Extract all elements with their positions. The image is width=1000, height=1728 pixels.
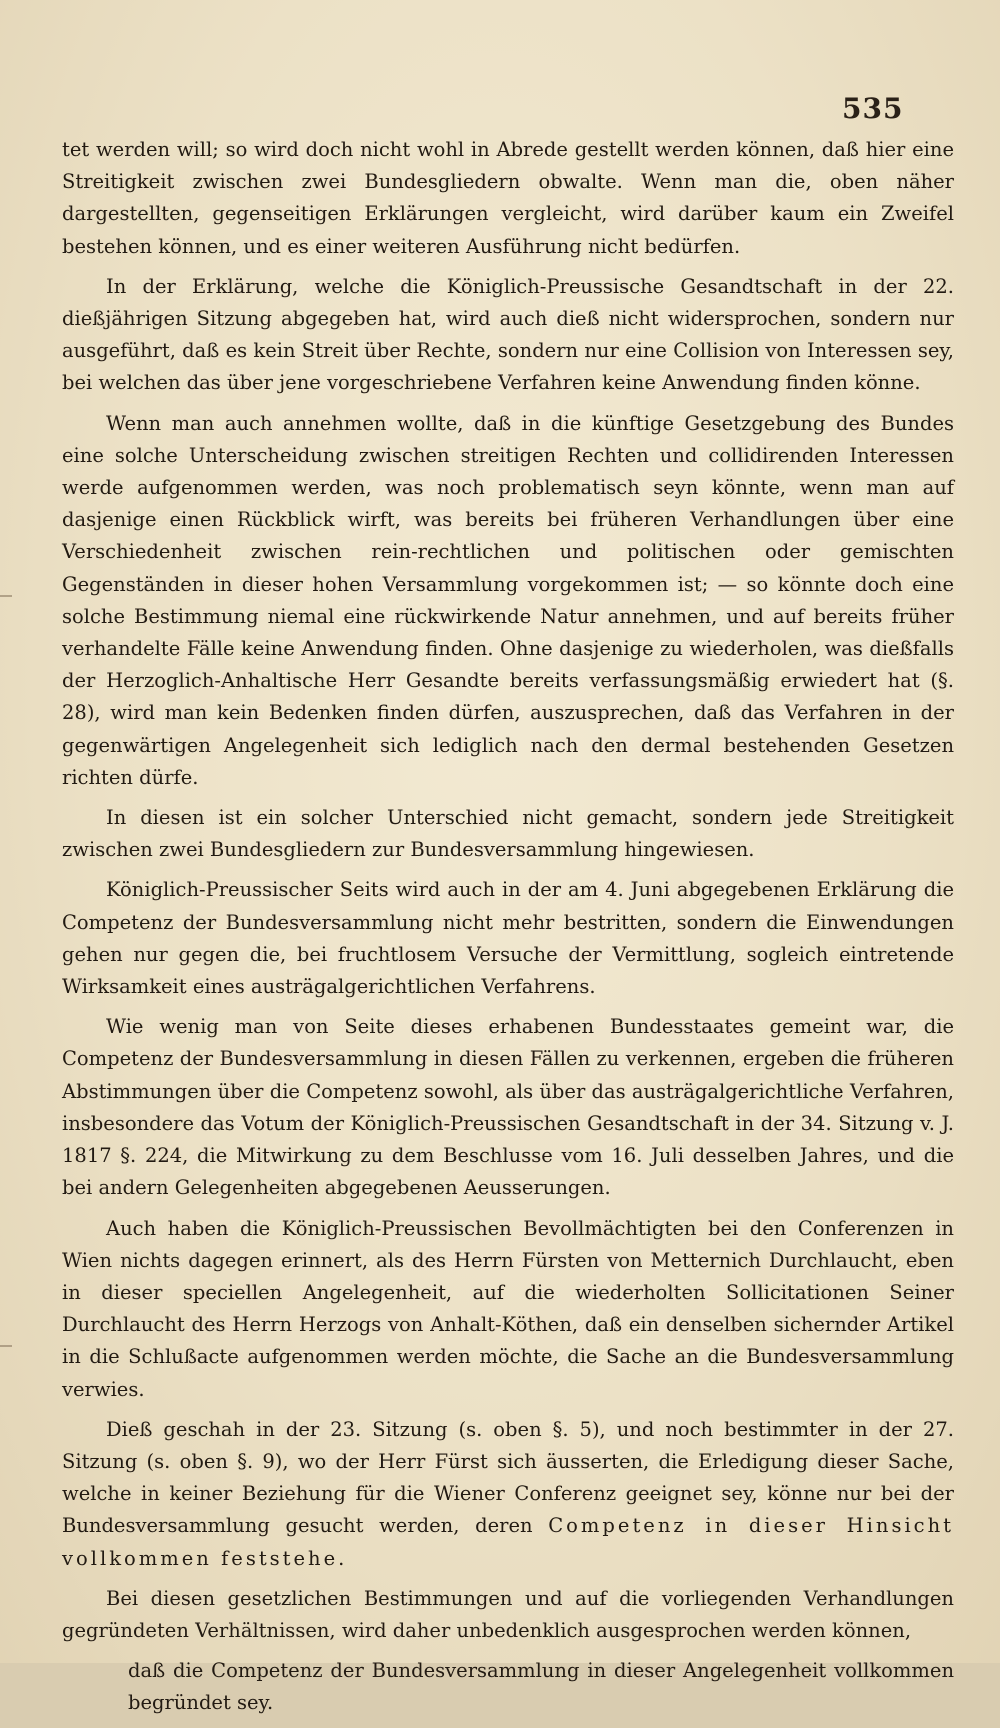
paragraph-5: Königlich-Preussischer Seits wird auch in der am 4. Juni abgegebenen Erklärung die Competenz der Bundesversammlung nicht mehr bestritten, sondern die Einwendungen gehen nur gegen die, bei fruchtlosem Versuche der Vermittlung, sogleich eintretende Wirksamkeit eines austrägalgerichtlichen Verfahrens. xyxy=(62,878,954,999)
body-text xyxy=(62,134,954,1728)
paragraph-8-text: Dieß geschah in der 23. Sitzung (s. oben §. 5), und noch bestimmter in der 27. Sitzung (s. oben §. 9), wo der Herr Fürst sich äusserten, die Erledigung dieser Sache, welche in keiner Beziehung für die Wiener Conferenz geeignet sey, könne nur bei der Bundesversammlung gesucht werden, deren xyxy=(62,1417,954,1538)
margin-mark xyxy=(0,1345,12,1347)
paragraph-7: Auch haben die Königlich-Preussischen Bevollmächtigten bei den Conferenzen in Wien nichts dagegen erinnert, als des Herrn Fürsten von Metternich Durchlaucht, eben in dieser speciellen Angelegenheit, auf die wiederholten Sollicitationen Seiner Durchlaucht des Herrn Herzogs von Anhalt-Köthen, daß ein denselben sichernder Artikel in die Schlußacte aufgenommen werden möchte, die Sache an die Bundesversammlung verwies. xyxy=(62,1216,954,1401)
paragraph-1: tet werden will; so wird doch nicht wohl in Abrede gestellt werden können, daß hier eine Streitigkeit zwischen zwei Bundesgliedern obwalte. Wenn man die, oben näher dargestellten, gegenseitigen Erklärungen vergleicht, wird darüber kaum ein Zweifel bestehen können, und es einer weiteren Ausführung nicht bedürfen. xyxy=(62,138,954,258)
paragraph-8 xyxy=(62,1414,954,1575)
paragraph-3: Wenn man auch annehmen wollte, daß in die künftige Gesetzgebung des Bundes eine solche Unterscheidung zwischen streitigen Rechten und collidirenden Interessen werde aufgenommen werden, was noch problematisch seyn könnte, wenn man auf dasjenige einen Rückblick wirft, was bereits bei früheren Verhandlungen über eine Verschiedenheit zwischen rein-rechtlichen und politischen oder gemischten Gegenständen in dieser hohen Versammlung vorgekommen ist; — so könnte doch eine solche Bestimmung niemal eine rückwirkende Natur annehmen, und auf bereits früher verhandelte Fälle keine Anwendung finden. Ohne dasjenige zu wiederholen, was dießfalls der Herzoglich-Anhaltische Herr Gesandte bereits verfassungsmäßig erwiedert hat (§. 28), wird man kein Bedenken finden dürfen, auszusprechen, daß das Verfahren in der gegenwärtigen Angelegenheit sich lediglich nach den dermal bestehenden Gesetzen richten dürfe. xyxy=(62,411,954,789)
margin-mark xyxy=(0,595,12,597)
page-number: 535 xyxy=(842,92,904,125)
paragraph-8-spaced-text: Competenz in dieser Hinsicht vollkommen feststehe. xyxy=(62,1514,955,1570)
conclusion-quote: daß die Competenz der Bundesversammlung in dieser Angelegenheit vollkommen begründet sey. xyxy=(128,1659,954,1715)
paragraph-9: Bei diesen gesetzlichen Bestimmungen und auf die vorliegenden Verhandlungen gegründeten Verhältnissen, wird daher unbedenklich ausgesprochen werden können, xyxy=(62,1586,954,1642)
paragraph-6: Wie wenig man von Seite dieses erhabenen Bundesstaates gemeint war, die Competenz der Bundesversammlung in diesen Fällen zu verkennen, ergeben die früheren Abstimmungen über die Competenz sowohl, als über das austrägalgerichtliche Verfahren, insbesondere das Votum der Königlich-Preussischen Gesandtschaft in der 34. Sitzung v. J. 1817 §. 224, die Mitwirkung zu dem Beschlusse vom 16. Juli desselben Jahres, und die bei andern Gelegenheiten abgegebenen Aeusserungen. xyxy=(62,1015,954,1200)
paragraph-4: In diesen ist ein solcher Unterschied nicht gemacht, sondern jede Streitigkeit zwischen zwei Bundesgliedern zur Bundesversammlung hingewiesen. xyxy=(62,806,954,862)
paragraph-2: In der Erklärung, welche die Königlich-Preussische Gesandtschaft in der 22. dießjährigen Sitzung abgegeben hat, wird auch dieß nicht widersprochen, sondern nur ausgeführt, daß es kein Streit über Rechte, sondern nur eine Collision von Interessen sey, bei welchen das über jene vorgeschriebene Verfahren keine Anwendung finden könne. xyxy=(62,274,954,395)
